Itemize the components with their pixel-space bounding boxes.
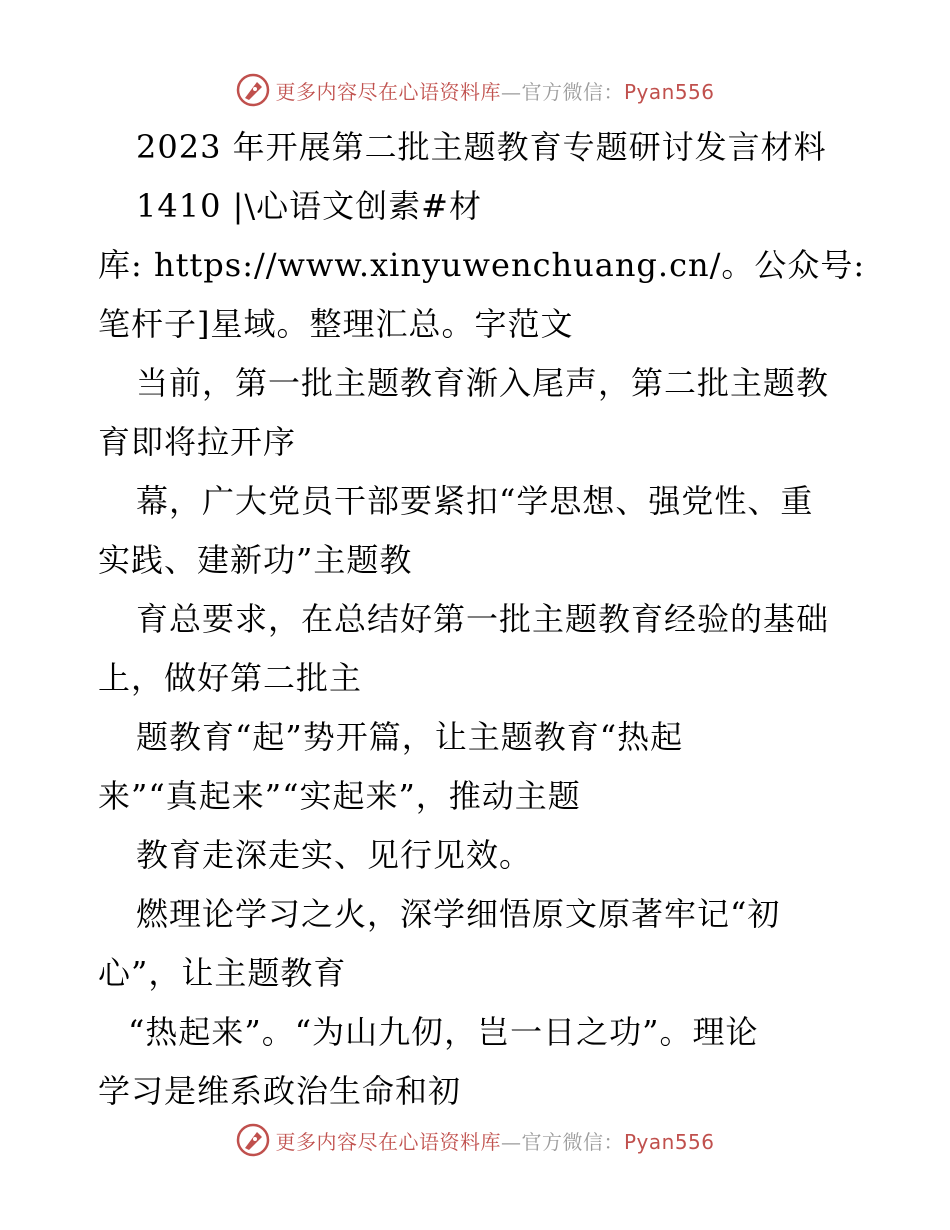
doc-line: 实践、建新功”主题教 [98,541,413,579]
doc-line: “热起来”。“为山九仞，岂一日之功”。理论 [128,1013,759,1051]
doc-line: 笔杆子]星域。整理汇总。字范文 [98,305,574,343]
banner-text: 更多内容尽在心语资料库—官方微信：Pyan556 [275,79,715,104]
doc-line: 教育走深走实、见行见效。 [136,836,533,874]
doc-line: 当前，第一批主题教育渐入尾声，第二批主题教 [136,364,830,402]
doc-line: 育即将拉开序 [98,423,297,461]
pen-nib-logo-icon [235,72,271,108]
footer-banner [0,1120,950,1160]
doc-line: 题教育“起”势开篇，让主题教育“热起 [136,718,684,756]
document-body [98,118,888,1121]
pen-nib-logo-icon [235,1122,271,1158]
header-banner [0,70,950,110]
doc-line: 育总要求，在总结好第一批主题教育经验的基础 [136,600,830,638]
doc-line: 学习是维系政治生命和初 [98,1072,462,1110]
banner-text: 更多内容尽在心语资料库—官方微信：Pyan556 [275,1129,715,1154]
doc-line: 上，做好第二批主 [98,659,363,697]
doc-title: 2023 年开展第二批主题教育专题研讨发言材料 [136,128,827,166]
doc-line: 心”，让主题教育 [98,954,347,992]
doc-line: 1410 |\心语文创素#材 [136,187,482,225]
doc-line: 来”“真起来”“实起来”，推动主题 [98,777,581,815]
doc-line: 燃理论学习之火，深学细悟原文原著牢记“初 [136,895,781,933]
doc-line: 库: https://www.xinyuwenchuang.cn/。公众号: [98,246,866,284]
doc-line: 幕，广大党员干部要紧扣“学思想、强党性、重 [136,482,814,520]
